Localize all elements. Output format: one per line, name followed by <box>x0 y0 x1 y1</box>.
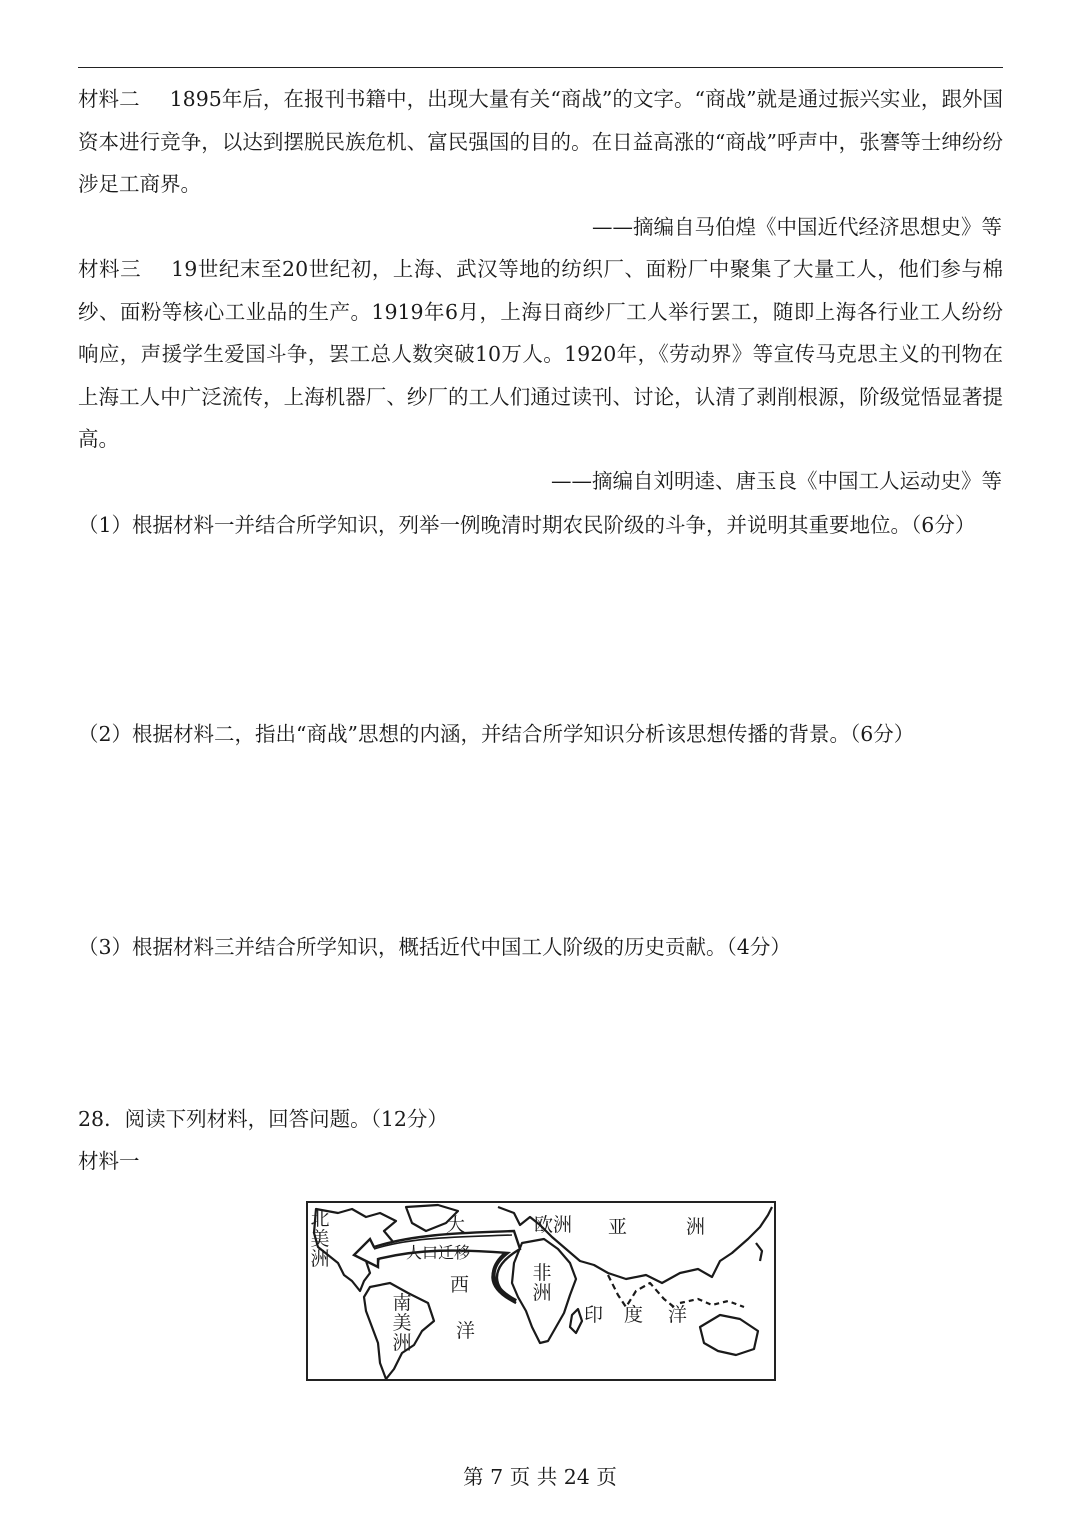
asia-label-1: 亚 <box>608 1216 628 1238</box>
europe-label: 欧洲 <box>534 1214 573 1236</box>
australia-outline <box>700 1315 758 1355</box>
material-3-paragraph <box>78 248 1003 461</box>
question-28-heading: 28．阅读下列材料，回答问题。（12分） <box>78 1107 448 1131</box>
question-1: （1）根据材料一并结合所学知识，列举一例晚清时期农民阶级的斗争，并说明其重要地位。（6分） <box>78 513 976 537</box>
south-america-label: 南美洲 <box>392 1292 412 1354</box>
india-coast <box>608 1275 674 1307</box>
madagascar-outline <box>570 1309 582 1333</box>
indian-ocean-label-3: 洋 <box>668 1304 688 1326</box>
atlantic-label-1: 大 <box>446 1214 466 1236</box>
page-footer: 第 7 页 共 24 页 <box>463 1465 617 1489</box>
material-3-source: ——摘编自刘明逵、唐玉良《中国工人运动史》等 <box>551 469 1002 493</box>
indian-ocean-label-1: 印 <box>584 1304 604 1326</box>
migration-arrow <box>354 1231 520 1303</box>
material-2-paragraph <box>78 78 1003 206</box>
material-3-text: 19世纪末至20世纪初，上海、武汉等地的纺织厂、面粉厂中聚集了大量工人，他们参与棉纱、面粉等核心工业品的生产。1919年6月，上海日商纱厂工人举行罢工，随即上海各行业工人纷纷响应，声援学生爱国斗争，罢工总人数突破10万人。1920年，《劳动界》等宣传马克思主义的刊物在上海工人中广泛流传，上海机器厂、纱厂的工人们通过读刊、讨论，认清了剥削根源，阶级觉悟显著提高。 <box>78 257 1003 451</box>
migration-map <box>306 1201 776 1381</box>
question-28-material-1-label: 材料一 <box>78 1149 140 1173</box>
north-america-label: 北美洲 <box>310 1208 330 1270</box>
migration-arrow-label: 人口迁移 <box>406 1243 471 1262</box>
material-2-text: 1895年后，在报刊书籍中，出现大量有关“商战”的文字。“商战”就是通过振兴实业，跟外国资本进行竞争，以达到摆脱民族危机、富民强国的目的。在日益高涨的“商战”呼声中，张謇等士绅纷纷涉足工商界。 <box>78 87 1004 196</box>
indonesia-outline <box>680 1299 744 1307</box>
question-2: （2）根据材料二，指出“商战”思想的内涵，并结合所学知识分析该思想传播的背景。（6分） <box>78 722 915 746</box>
material-2-source: ——摘编自马伯煌《中国近代经济思想史》等 <box>592 215 1002 239</box>
question-3: （3）根据材料三并结合所学知识，概括近代中国工人阶级的历史贡献。（4分） <box>78 935 791 959</box>
asia-label-2: 洲 <box>686 1216 706 1238</box>
indian-ocean-label-2: 度 <box>624 1304 644 1326</box>
atlantic-label-3: 洋 <box>456 1320 476 1342</box>
africa-label: 非洲 <box>532 1262 552 1304</box>
material-3-label: 材料三 <box>78 257 142 281</box>
material-2-label: 材料二 <box>78 87 140 111</box>
atlantic-label-2: 西 <box>450 1274 470 1296</box>
japan-outline <box>756 1243 762 1261</box>
top-rule <box>78 67 1003 68</box>
